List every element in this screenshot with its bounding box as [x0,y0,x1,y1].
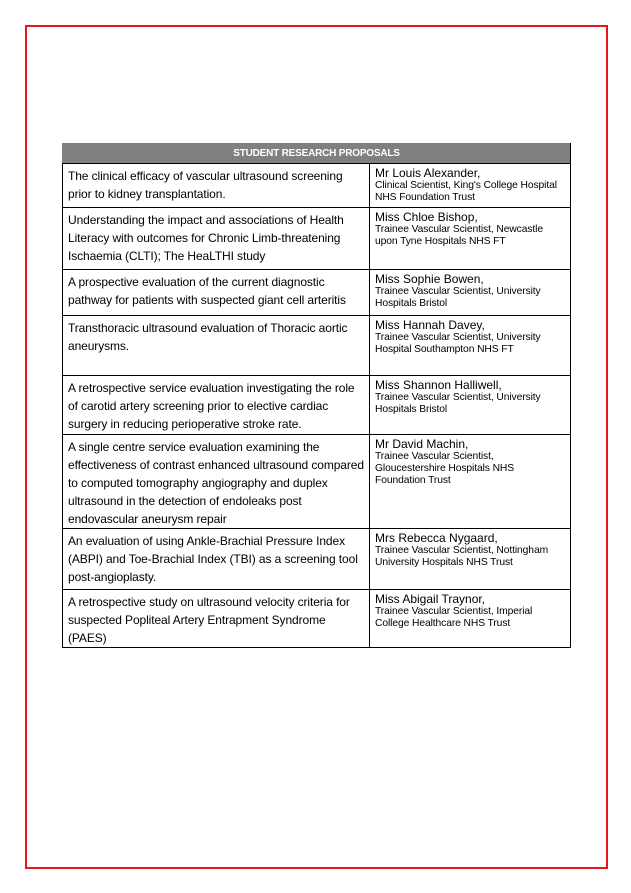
table-row [63,435,571,529]
proposal-title-cell [63,316,370,376]
table-header-row [63,143,571,164]
proposal-title-cell [63,208,370,270]
author-name: Miss Chloe Bishop, [375,210,478,224]
proposal-author-cell [370,316,571,376]
table-row [63,208,571,270]
proposal-author-cell [370,164,571,208]
proposal-author-cell [370,376,571,435]
author-name: Mr David Machin, [375,437,469,451]
table-row [63,164,571,208]
table-heading: STUDENT RESEARCH PROPOSALS [63,143,571,164]
author-role: Trainee Vascular Scientist, Newcastle upon Tyne Hospitals NHS FT [375,224,543,247]
proposal-title-cell [63,270,370,316]
table-row [63,376,571,435]
proposal-author-cell [370,529,571,590]
proposal-title: A retrospective service evaluation investigating the role of carotid artery screening prior to elective cardiac surgery in reducing perioperative stroke rate. [68,381,355,431]
author-name: Mrs Rebecca Nygaard, [375,531,498,545]
proposal-title: Transthoracic ultrasound evaluation of Thoracic aortic aneurysms. [68,321,348,353]
proposal-title-cell [63,590,370,648]
author-name: Miss Sophie Bowen, [375,272,484,286]
table-row [63,316,571,376]
author-role: Trainee Vascular Scientist, Nottingham University Hospitals NHS Trust [375,545,549,568]
proposal-title-cell [63,529,370,590]
proposal-author-cell [370,270,571,316]
table-row [63,590,571,648]
author-role: Trainee Vascular Scientist, University Hospitals Bristol [375,286,541,309]
proposal-title: Understanding the impact and associations of Health Literacy with outcomes for Chronic Limb-threatening Ischaemia (CLTI); The HeaLTHI study [68,213,344,263]
proposal-title: A retrospective study on ultrasound velocity criteria for suspected Popliteal Artery Entrapment Syndrome (PAES) [68,595,350,645]
proposal-author-cell [370,590,571,648]
proposal-title-cell [63,376,370,435]
proposal-title: The clinical efficacy of vascular ultrasound screening prior to kidney transplantation. [68,169,343,201]
table-row [63,270,571,316]
author-name: Miss Hannah Davey, [375,318,485,332]
author-role: Clinical Scientist, King's College Hospital NHS Foundation Trust [375,180,557,203]
author-name: Mr Louis Alexander, [375,166,481,180]
proposal-title-cell [63,435,370,529]
author-name: Miss Shannon Halliwell, [375,378,502,392]
proposal-title: A prospective evaluation of the current diagnostic pathway for patients with suspected giant cell arteritis [68,275,346,307]
author-role: Trainee Vascular Scientist, Imperial College Healthcare NHS Trust [375,606,533,629]
author-role: Trainee Vascular Scientist, Gloucestershire Hospitals NHS Foundation Trust [375,451,515,486]
author-role: Trainee Vascular Scientist, University Hospital Southampton NHS FT [375,332,541,355]
proposal-title-cell [63,164,370,208]
proposal-title: A single centre service evaluation examining the effectiveness of contrast enhanced ultrasound compared to computed tomography angiography and duplex ultrasound in the detection of endoleaks post endovascular aneurysm repair [68,440,364,526]
proposal-author-cell [370,435,571,529]
author-role: Trainee Vascular Scientist, University Hospitals Bristol [375,392,541,415]
proposal-title: An evaluation of using Ankle-Brachial Pressure Index (ABPI) and Toe-Brachial Index (TBI) as a screening tool post-angioplasty. [68,534,358,584]
author-name: Miss Abigail Traynor, [375,592,486,606]
table-row [63,529,571,590]
proposal-author-cell [370,208,571,270]
student-research-proposals-table [62,143,571,648]
